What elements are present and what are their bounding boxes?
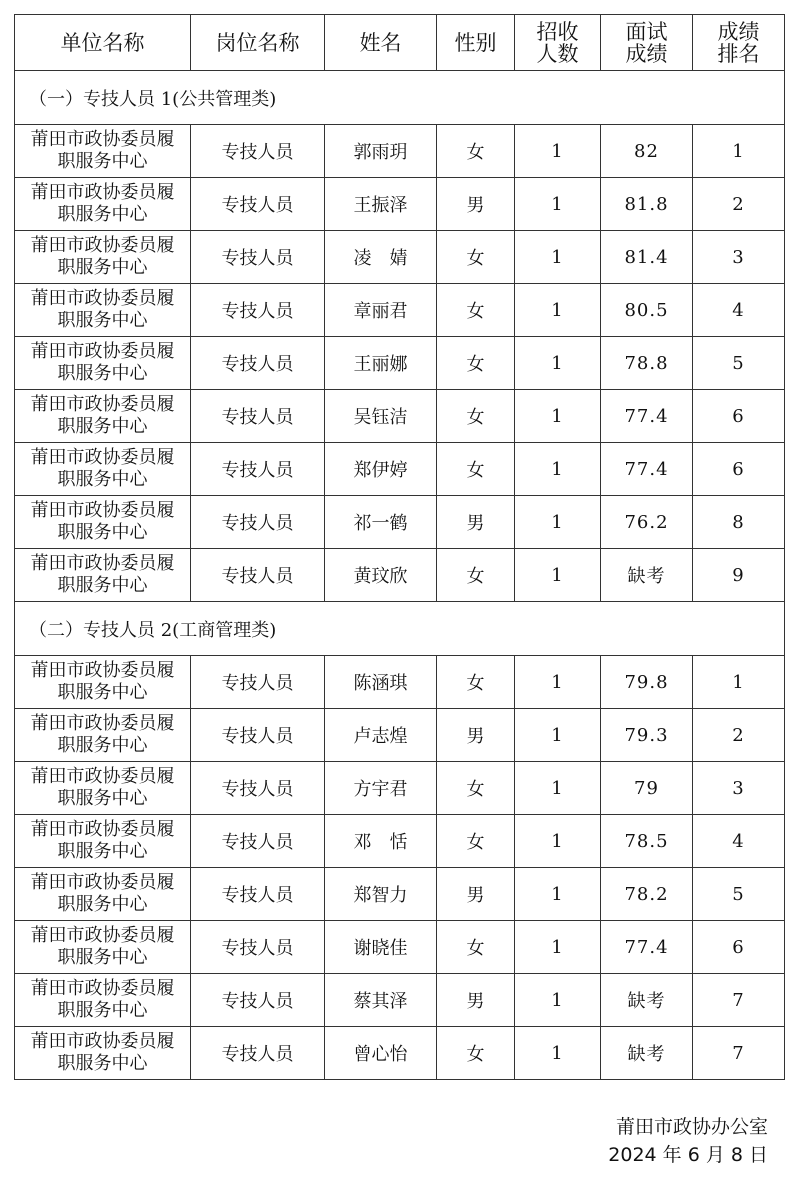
table-row [15,815,785,868]
cell-quota: 1 [515,815,601,868]
cell-rank: 6 [693,390,785,443]
cell-score: 79.8 [601,656,693,709]
header-gender: 性别 [437,15,515,71]
issuer-organization: 莆田市政协办公室 [615,1116,768,1138]
cell-rank: 6 [693,921,785,974]
cell-gender: 女 [437,443,515,496]
table-row [15,656,785,709]
cell-unit: 莆田市政协委员履职服务中心 [15,390,191,443]
cell-score: 77.4 [601,443,693,496]
cell-post: 专技人员 [191,178,325,231]
table-row [15,921,785,974]
cell-name: 王丽娜 [325,337,437,390]
cell-unit: 莆田市政协委员履职服务中心 [15,974,191,1027]
cell-score: 76.2 [601,496,693,549]
results-table [14,14,785,1080]
table-body [15,71,785,1080]
table-row [15,125,785,178]
cell-quota: 1 [515,868,601,921]
cell-gender: 女 [437,337,515,390]
header-name: 姓名 [325,15,437,71]
cell-name: 祁一鹤 [325,496,437,549]
cell-quota: 1 [515,709,601,762]
cell-post: 专技人员 [191,231,325,284]
header-post: 岗位名称 [191,15,325,71]
cell-unit: 莆田市政协委员履职服务中心 [15,443,191,496]
cell-quota: 1 [515,1027,601,1080]
cell-score: 81.8 [601,178,693,231]
section-row [15,602,785,656]
section-title: （二）专技人员 2(工商管理类) [15,602,785,656]
cell-unit: 莆田市政协委员履职服务中心 [15,762,191,815]
table-row [15,549,785,602]
cell-unit: 莆田市政协委员履职服务中心 [15,496,191,549]
cell-name: 章丽君 [325,284,437,337]
cell-post: 专技人员 [191,921,325,974]
cell-score: 77.4 [601,390,693,443]
header-row [15,15,785,71]
table-row [15,868,785,921]
cell-name: 郭雨玥 [325,125,437,178]
cell-unit: 莆田市政协委员履职服务中心 [15,709,191,762]
cell-score: 78.2 [601,868,693,921]
table-row [15,762,785,815]
cell-score: 78.8 [601,337,693,390]
cell-rank: 7 [693,974,785,1027]
cell-quota: 1 [515,284,601,337]
cell-rank: 8 [693,496,785,549]
cell-gender: 女 [437,921,515,974]
cell-name: 谢晓佳 [325,921,437,974]
cell-unit: 莆田市政协委员履职服务中心 [15,284,191,337]
cell-name: 郑伊婷 [325,443,437,496]
cell-rank: 3 [693,231,785,284]
cell-rank: 2 [693,178,785,231]
cell-gender: 女 [437,125,515,178]
cell-name: 卢志煌 [325,709,437,762]
cell-quota: 1 [515,656,601,709]
cell-gender: 女 [437,284,515,337]
cell-post: 专技人员 [191,284,325,337]
cell-post: 专技人员 [191,549,325,602]
cell-rank: 1 [693,125,785,178]
cell-quota: 1 [515,496,601,549]
cell-rank: 4 [693,815,785,868]
cell-post: 专技人员 [191,656,325,709]
table-row [15,443,785,496]
cell-name: 黄玟欣 [325,549,437,602]
table-row [15,1027,785,1080]
cell-rank: 2 [693,709,785,762]
cell-name: 凌 婧 [325,231,437,284]
cell-rank: 9 [693,549,785,602]
cell-post: 专技人员 [191,443,325,496]
cell-name: 曾心怡 [325,1027,437,1080]
cell-post: 专技人员 [191,390,325,443]
cell-quota: 1 [515,390,601,443]
cell-unit: 莆田市政协委员履职服务中心 [15,337,191,390]
table-row [15,709,785,762]
cell-post: 专技人员 [191,1027,325,1080]
issue-date: 2024 年 6 月 8 日 [608,1144,768,1166]
cell-score: 缺考 [601,549,693,602]
cell-score: 77.4 [601,921,693,974]
cell-name: 郑智力 [325,868,437,921]
cell-post: 专技人员 [191,709,325,762]
cell-gender: 男 [437,178,515,231]
cell-rank: 1 [693,656,785,709]
table-row [15,231,785,284]
cell-rank: 5 [693,337,785,390]
cell-quota: 1 [515,549,601,602]
cell-name: 陈涵琪 [325,656,437,709]
cell-name: 邓 恬 [325,815,437,868]
table-row [15,337,785,390]
header-quota: 招收人数 [515,15,601,71]
cell-score: 缺考 [601,1027,693,1080]
table-row [15,496,785,549]
table-row [15,284,785,337]
cell-rank: 5 [693,868,785,921]
cell-quota: 1 [515,178,601,231]
cell-score: 80.5 [601,284,693,337]
cell-unit: 莆田市政协委员履职服务中心 [15,231,191,284]
cell-gender: 男 [437,974,515,1027]
cell-unit: 莆田市政协委员履职服务中心 [15,178,191,231]
cell-quota: 1 [515,125,601,178]
cell-score: 缺考 [601,974,693,1027]
cell-quota: 1 [515,974,601,1027]
table-row [15,178,785,231]
cell-post: 专技人员 [191,762,325,815]
cell-rank: 6 [693,443,785,496]
cell-gender: 女 [437,762,515,815]
cell-quota: 1 [515,921,601,974]
cell-unit: 莆田市政协委员履职服务中心 [15,921,191,974]
cell-post: 专技人员 [191,815,325,868]
cell-post: 专技人员 [191,496,325,549]
cell-gender: 女 [437,390,515,443]
cell-unit: 莆田市政协委员履职服务中心 [15,868,191,921]
cell-score: 81.4 [601,231,693,284]
cell-gender: 男 [437,709,515,762]
cell-gender: 女 [437,656,515,709]
cell-score: 82 [601,125,693,178]
cell-score: 78.5 [601,815,693,868]
cell-rank: 4 [693,284,785,337]
cell-unit: 莆田市政协委员履职服务中心 [15,1027,191,1080]
cell-quota: 1 [515,443,601,496]
section-title: （一）专技人员 1(公共管理类) [15,71,785,125]
cell-rank: 3 [693,762,785,815]
cell-unit: 莆田市政协委员履职服务中心 [15,656,191,709]
cell-name: 吴钰洁 [325,390,437,443]
cell-score: 79.3 [601,709,693,762]
cell-unit: 莆田市政协委员履职服务中心 [15,549,191,602]
table-row [15,390,785,443]
cell-gender: 男 [437,868,515,921]
cell-name: 方宇君 [325,762,437,815]
cell-quota: 1 [515,337,601,390]
cell-post: 专技人员 [191,974,325,1027]
cell-rank: 7 [693,1027,785,1080]
cell-name: 王振泽 [325,178,437,231]
header-unit: 单位名称 [15,15,191,71]
cell-gender: 女 [437,815,515,868]
cell-unit: 莆田市政协委员履职服务中心 [15,125,191,178]
cell-score: 79 [601,762,693,815]
cell-post: 专技人员 [191,868,325,921]
cell-gender: 女 [437,231,515,284]
cell-gender: 女 [437,1027,515,1080]
header-score: 面试成绩 [601,15,693,71]
cell-post: 专技人员 [191,125,325,178]
cell-quota: 1 [515,231,601,284]
section-row [15,71,785,125]
cell-quota: 1 [515,762,601,815]
table-row [15,974,785,1027]
cell-gender: 女 [437,549,515,602]
header-rank: 成绩排名 [693,15,785,71]
cell-name: 蔡其泽 [325,974,437,1027]
cell-gender: 男 [437,496,515,549]
cell-unit: 莆田市政协委员履职服务中心 [15,815,191,868]
cell-post: 专技人员 [191,337,325,390]
